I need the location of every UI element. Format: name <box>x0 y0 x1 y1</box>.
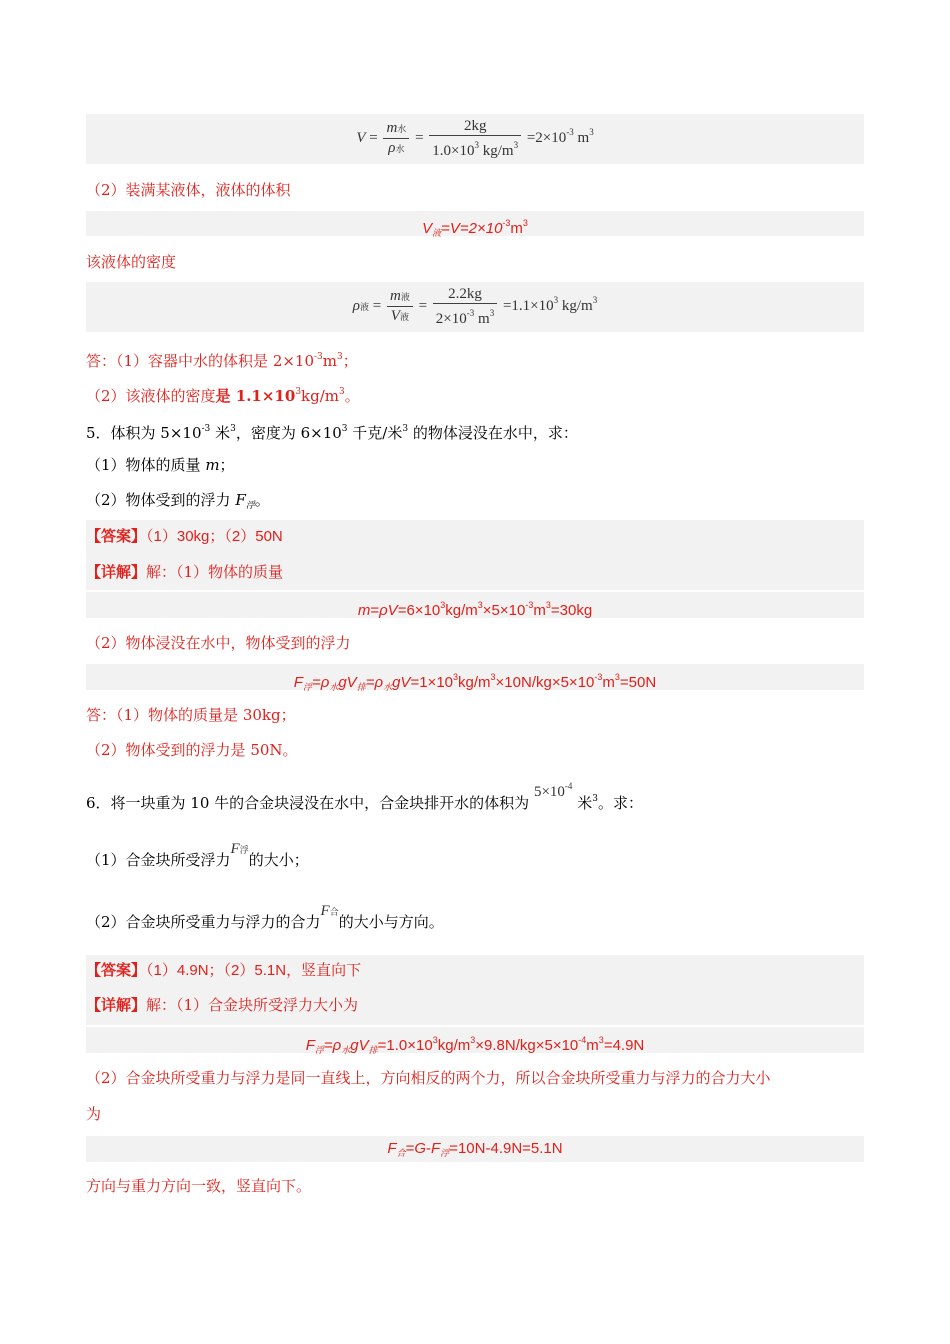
eq-subscript: 排 <box>356 682 366 692</box>
question-text: （1）合金块所受浮力 <box>86 851 231 869</box>
eq-exponent: 3 <box>432 1035 438 1045</box>
eq-exponent: 3 <box>474 140 479 150</box>
eq-text: 5×10 <box>533 784 565 800</box>
question-text: 。求： <box>597 794 643 812</box>
fraction-values <box>433 285 497 328</box>
eq-symbol: m <box>205 456 220 474</box>
eq-text: =ρ <box>323 1037 342 1054</box>
eq-exponent: 3 <box>589 126 594 137</box>
eq-exponent: 3 <box>230 424 236 434</box>
eq-text: kg/m <box>458 674 491 691</box>
eq-subscript: 液 <box>432 228 442 238</box>
eq-symbol: F <box>235 491 246 509</box>
eq-symbol: F <box>293 674 303 691</box>
eq-symbol: F <box>387 1140 397 1157</box>
answer-line <box>86 347 864 371</box>
eq-exponent: -3 <box>502 218 511 228</box>
answer-text: （1）30kg；（2）50N <box>146 528 283 545</box>
eq-symbol: m <box>386 120 398 136</box>
answer-line: 答：（1）物体的质量是 30kg； <box>86 706 296 724</box>
eq-subscript: 浮 <box>245 501 255 511</box>
eq-exponent: 3 <box>545 600 551 610</box>
eq-symbol: V <box>356 129 366 146</box>
answer-text: kg/m <box>301 387 340 405</box>
eq-symbol: F <box>305 1037 315 1054</box>
answer-text: 答：（1）容器中水的体积是 2×10 <box>86 352 315 370</box>
eq-exponent: 3 <box>337 352 343 362</box>
eq-subscript: 排 <box>368 1045 378 1055</box>
eq-symbol: ρV <box>379 602 398 619</box>
eq-sign: = <box>369 129 378 146</box>
question-6-part-2 <box>86 903 864 934</box>
eq-text: =1×10 <box>410 674 453 691</box>
eq-exponent: -3 <box>594 672 603 682</box>
eq-exponent: 3 <box>598 1035 604 1045</box>
question-text: 的物体浸没在水中，求： <box>408 424 578 442</box>
answer-text: 是 1.1×10 <box>215 387 296 405</box>
answer-text: 。 <box>344 387 360 405</box>
eq-symbol: gV <box>350 1037 369 1054</box>
eq-text: ×5×10 <box>482 602 526 619</box>
solution-line: （2）合金块所受重力与浮力是同一直线上，方向相反的两个力，所以合金块所受重力与浮力的合力大小 <box>86 1069 771 1087</box>
eq-subscript: 浮 <box>239 845 249 855</box>
eq-symbol: ρ <box>352 297 360 314</box>
question-text: ； <box>219 456 235 474</box>
eq-exponent: 3 <box>489 308 495 318</box>
eq-exponent: -3 <box>566 126 574 137</box>
eq-exponent: -3 <box>466 308 475 318</box>
eq-text: =1.0×10 <box>377 1037 433 1054</box>
question-6-part-1 <box>86 841 864 872</box>
detail-text: 解：（1）物体的质量 <box>146 563 284 581</box>
eq-exponent: 3 <box>592 794 598 804</box>
eq-subscript: 合 <box>396 1148 406 1158</box>
eq-result: =2×10 <box>526 129 567 146</box>
eq-text: =ρ <box>311 674 330 691</box>
eq-subscript: 浮 <box>314 1045 324 1055</box>
eq-text: =4.9N <box>603 1037 645 1054</box>
eq-exponent: 3 <box>341 424 348 434</box>
eq-exponent: 3 <box>440 600 446 610</box>
eq-symbol: ρ <box>388 140 396 156</box>
eq-exponent: 3 <box>592 294 598 305</box>
eq-symbol: V <box>422 220 433 237</box>
eq-subscript: 液 <box>359 301 369 312</box>
eq-exponent: 3 <box>522 218 528 228</box>
question-text: 米 <box>572 794 593 812</box>
eq-text: = <box>370 602 380 619</box>
question-text: 6．将一块重为 10 牛的合金块浸没在水中，合金块排开水的体积为 <box>86 794 530 812</box>
answer-text: （1）4.9N；（2）5.1N，竖直向下 <box>146 962 362 979</box>
eq-text: kg/m <box>479 143 514 159</box>
question-text: （2）物体受到的浮力 <box>86 491 236 509</box>
question-text: ，密度为 6×10 <box>235 424 342 442</box>
eq-text: m <box>510 220 523 237</box>
answer-tag: 【答案】 <box>86 961 147 979</box>
eq-symbol: F <box>230 841 240 857</box>
eq-subscript: 水 <box>383 682 393 692</box>
eq-text: =ρ <box>365 674 384 691</box>
eq-exponent: 3 <box>513 140 519 150</box>
detail-tag: 【详解】 <box>86 563 147 581</box>
eq-subscript: 液 <box>400 292 410 302</box>
eq-text: m <box>573 129 590 146</box>
eq-text: m <box>474 311 490 327</box>
eq-text: kg/m <box>437 1037 471 1054</box>
eq-exponent: 3 <box>470 1035 476 1045</box>
detail-text: 解：（1）合金块所受浮力大小为 <box>146 996 359 1014</box>
solution-line: （2）装满某液体，液体的体积 <box>86 181 291 199</box>
conclusion-line: 方向与重力方向一致，竖直向下。 <box>86 1177 312 1195</box>
eq-exponent: 3 <box>295 387 302 397</box>
eq-symbol: m <box>389 288 401 304</box>
eq-text: ×10N/kg×5×10 <box>495 674 595 691</box>
equation-resultant-force <box>86 1136 864 1162</box>
question-6 <box>86 781 864 814</box>
eq-symbol: V <box>390 308 400 324</box>
eq-numerator: 2.2kg <box>433 285 497 304</box>
eq-symbol: F <box>320 903 330 919</box>
eq-text: m <box>586 1037 599 1054</box>
eq-text: m <box>533 602 546 619</box>
eq-symbol: gV <box>392 674 411 691</box>
eq-subscript: 浮 <box>302 682 312 692</box>
eq-exponent: -3 <box>525 600 534 610</box>
eq-subscript: 水 <box>395 144 405 154</box>
eq-subscript: 合 <box>329 907 339 917</box>
eq-text: kg/m <box>558 297 593 314</box>
equation-buoyancy-6 <box>86 1027 864 1053</box>
eq-text: = <box>405 1140 415 1157</box>
eq-symbol: G <box>414 1140 427 1157</box>
equation-buoyancy-5 <box>86 664 864 690</box>
eq-subscript: 液 <box>399 312 409 322</box>
question-text: 的大小； <box>248 851 309 869</box>
question-text: （2）合金块所受重力与浮力的合力 <box>86 913 321 931</box>
eq-exponent: 3 <box>339 387 345 397</box>
answer-text: （2）该液体的密度 <box>86 387 216 405</box>
equation-liquid-density: ρ液 = $\frac{\text{m液}}{\text{V液}}$ = $\frac{2.2kg}{2\times 10^{-3} m^3}$ $=1.1\times 10^3$ $kg/m^3$ <box>86 282 864 332</box>
question-5-part-1 <box>86 455 864 475</box>
question-text: （1）物体的质量 <box>86 456 206 474</box>
detail-tag: 【详解】 <box>86 996 147 1014</box>
question-text: 千克/米 <box>347 424 403 442</box>
answer-text: m <box>322 352 338 370</box>
answer-tag: 【答案】 <box>86 527 147 545</box>
eq-text: =50N <box>619 674 657 691</box>
eq-exponent: -3 <box>314 352 323 362</box>
equation-liquid-volume <box>86 211 864 236</box>
eq-text: =10N-4.9N=5.1N <box>449 1140 563 1157</box>
answer-text: ； <box>342 352 358 370</box>
eq-exponent: 3 <box>490 672 496 682</box>
eq-numerator: 2kg <box>429 117 521 136</box>
eq-subscript: 浮 <box>440 1148 450 1158</box>
eq-text: 1.0×10 <box>432 143 475 159</box>
eq-text: 2×10 <box>435 311 467 327</box>
solution-line: 该液体的密度 <box>86 253 177 271</box>
fraction-values <box>429 117 521 160</box>
eq-text: =V=2×10 <box>441 220 503 237</box>
question-text: 米 <box>210 424 231 442</box>
eq-subscript: 水 <box>397 124 407 134</box>
eq-exponent: 3 <box>553 294 559 305</box>
question-text: 的大小与方向。 <box>338 913 444 931</box>
eq-exponent: 3 <box>453 672 459 682</box>
answer-line <box>86 382 864 406</box>
eq-symbol: m <box>357 602 371 619</box>
question-5-part-2 <box>86 490 864 516</box>
question-5 <box>86 419 864 443</box>
question-text: 5．体积为 5×10 <box>86 424 202 442</box>
eq-exponent: -3 <box>201 424 211 434</box>
equation-mass <box>86 592 864 618</box>
eq-symbol: F <box>431 1140 441 1157</box>
eq-exponent: 3 <box>402 424 409 434</box>
eq-exponent: -4 <box>578 1035 587 1045</box>
eq-result: =1.1×10 <box>502 297 554 314</box>
eq-subscript: 水 <box>329 682 339 692</box>
eq-exponent: 3 <box>614 672 620 682</box>
solution-line: （2）物体浸没在水中，物体受到的浮力 <box>86 634 351 652</box>
eq-exponent: 3 <box>477 600 483 610</box>
eq-text: ×9.8N/kg×5×10 <box>475 1037 579 1054</box>
answer-block-6 <box>86 955 864 1025</box>
equation-water-volume <box>86 114 864 164</box>
eq-subscript: 水 <box>341 1045 351 1055</box>
fraction-m-over-v <box>387 287 413 326</box>
fraction-m-over-rho <box>383 119 409 158</box>
solution-line: 为 <box>86 1105 102 1123</box>
eq-sign: = <box>415 129 424 146</box>
answer-block-5 <box>86 520 864 590</box>
eq-text: kg/m <box>445 602 478 619</box>
answer-line: （2）物体受到的浮力是 50N。 <box>86 741 298 759</box>
eq-text: - <box>426 1140 432 1157</box>
eq-symbol: gV <box>338 674 357 691</box>
eq-text: =6×10 <box>397 602 441 619</box>
question-text: 。 <box>254 491 270 509</box>
eq-text: =30kg <box>550 602 593 619</box>
eq-text: m <box>602 674 615 691</box>
eq-exponent: -4 <box>564 781 573 791</box>
